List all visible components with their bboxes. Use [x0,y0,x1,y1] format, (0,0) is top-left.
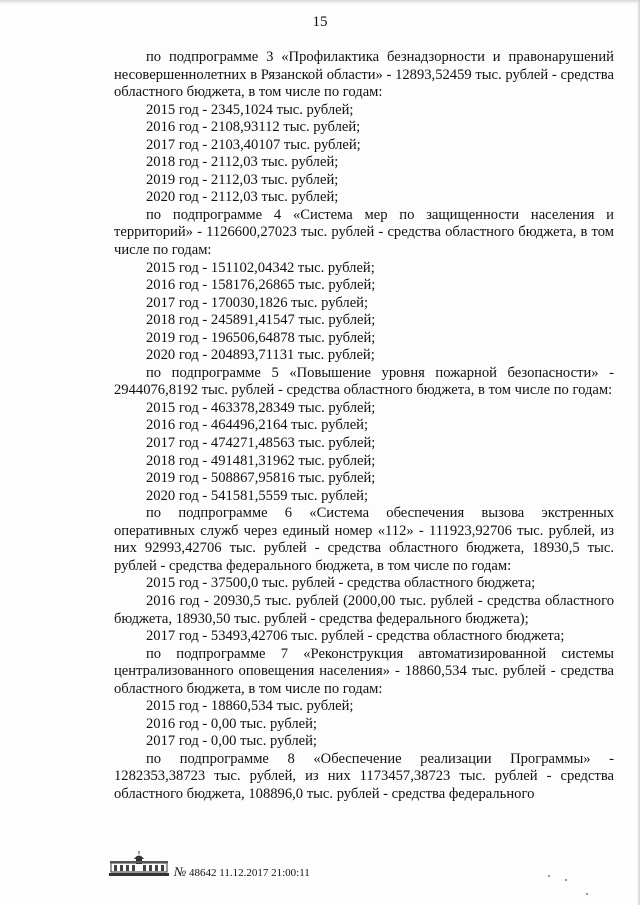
paragraph: 2016 год - 20930,5 тыс. рублей (2000,00 тыс. рублей - средства областного бюджета, 18930,50 тыс. рублей - средства федерального бюджета); [114,592,614,627]
funding-year-line: 2020 год - 541581,5559 тыс. рублей; [146,487,369,504]
funding-year-line: 2015 год - 18860,534 тыс. рублей; [146,698,354,715]
government-building-logo-icon [108,851,170,877]
funding-year-line: 2016 год - 158176,26865 тыс. рублей; [146,277,376,294]
funding-year-line: 2017 год - 170030,1826 тыс. рублей; [146,294,369,311]
funding-year-line: 2017 год - 0,00 тыс. рублей; [146,733,317,750]
scan-speck [548,875,550,877]
scan-speck [586,893,588,895]
funding-year-line: 2017 год - 2103,40107 тыс. рублей; [146,136,361,153]
funding-year-line: 2018 год - 491481,31962 тыс. рублей; [146,452,376,469]
paragraph: по подпрограмме 8 «Обеспечение реализации Программы» - 1282353,38723 тыс. рублей, из них 1173457,38723 тыс. рублей - средства областного бюджета, 108896,0 тыс. рублей - средства федерального [114,750,614,802]
paragraph: по подпрограмме 5 «Повышение уровня пожарной безопасности» - 2944076,8192 тыс. рублей - средства областного бюджета, в том числе по годам: [114,364,614,399]
registration-stamp [174,864,310,880]
funding-year-line: 2018 год - 2112,03 тыс. рублей; [146,154,339,171]
funding-year-line: 2016 год - 2108,93112 тыс. рублей; [146,119,361,136]
funding-year-line: 2015 год - 151102,04342 тыс. рублей; [146,259,375,276]
funding-year-line: 2019 год - 2112,03 тыс. рублей; [146,171,339,188]
funding-year-line: 2019 год - 196506,64878 тыс. рублей; [146,329,376,346]
funding-year-line: 2017 год - 474271,48563 тыс. рублей; [146,435,376,452]
scan-speck [565,879,567,881]
paragraph: по подпрограмме 6 «Система обеспечения вызова экстренных оперативных служб через единый номер «112» - 111923,92706 тыс. рублей, из них 92993,42706 тыс. рублей - средства областного бюджета, 18930,5 тыс. рублей - средства федерального бюджета, в том числе по годам: [114,505,614,574]
funding-year-line: 2016 год - 464496,2164 тыс. рублей; [146,417,369,434]
scan-shadow-top [0,0,640,4]
page-number: 15 [312,14,328,30]
funding-year-line: 2015 год - 2345,1024 тыс. рублей; [146,101,354,118]
funding-year-line: 2019 год - 508867,95816 тыс. рублей; [146,470,376,487]
registration-symbol: № [174,864,187,879]
registration-number-date: 48642 11.12.2017 21:00:11 [189,867,310,879]
paragraph: 2015 год - 37500,0 тыс. рублей - средства областного бюджета; [146,575,536,592]
funding-year-line: 2020 год - 204893,71131 тыс. рублей; [146,347,375,364]
paragraph: по подпрограмме 7 «Реконструкция автоматизированной системы централизованного оповещения населения» - 18860,534 тыс. рублей - средства областного бюджета, в том числе по годам: [114,645,614,697]
funding-year-line: 2018 год - 245891,41547 тыс. рублей; [146,312,376,329]
paragraph: 2017 год - 53493,42706 тыс. рублей - средства областного бюджета; [146,628,565,645]
funding-year-line: 2020 год - 2112,03 тыс. рублей; [146,189,339,206]
funding-year-line: 2016 год - 0,00 тыс. рублей; [146,715,317,732]
paragraph: по подпрограмме 3 «Профилактика безнадзорности и правонарушений несовершеннолетних в Рязанской области» - 12893,52459 тыс. рублей - средства областного бюджета, в том числе по годам: [114,49,614,101]
paragraph: по подпрограмме 4 «Система мер по защищенности населения и территорий» - 1126600,27023 тыс. рублей - средства областного бюджета, в том числе по годам: [114,206,614,259]
funding-year-line: 2015 год - 463378,28349 тыс. рублей; [146,399,376,416]
document-body [114,49,614,804]
